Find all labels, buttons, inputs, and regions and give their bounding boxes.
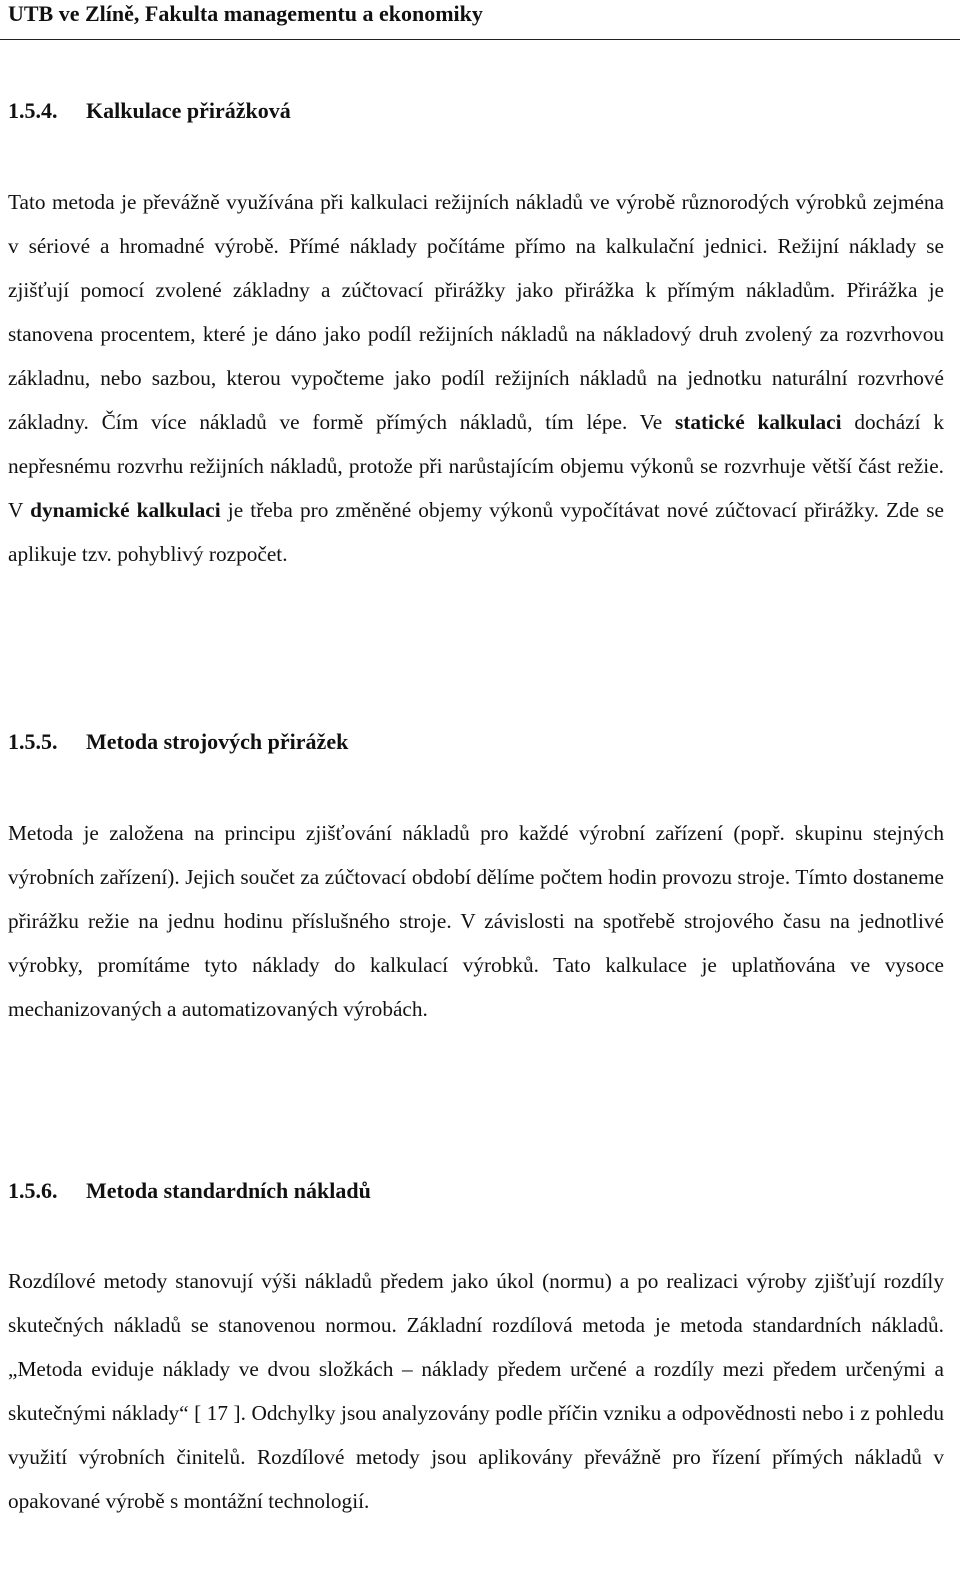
paragraph-text: Tato metoda je převážně využívána při kalkulaci režijních nákladů ve výrobě různorodých výrobků zejména v sériové a hromadné výrobě. Přímé náklady počítáme přímo na kalkulační jednici. Režijní náklady se zjišťují pomocí zvolené základny a zúčtovací přirážky jako přirážka k přímým nákladům. Přirážka je stanovena procentem, které je dáno jako podíl režijních nákladů na nákladový druh zvolený za rozvrhovou základnu, nebo sazbou, kterou vypočteme jako podíl režijních nákladů na jednotku naturální rozvrhové základny. Čím více nákladů ve formě přímých nákladů, tím lépe. Ve <box>8 190 944 434</box>
section-title: Metoda strojových přirážek <box>86 729 349 754</box>
section-heading-1-5-6 <box>8 1177 371 1205</box>
paragraph-text: dochází k nepřesnému rozvrhu režijních nákladů, protože při narůstajícím objemu výkonů se rozvrhuje větší část režie. V <box>8 410 944 522</box>
section-number: 1.5.4. <box>8 98 58 123</box>
section-heading-1-5-4 <box>8 97 291 125</box>
section-paragraph-1-5-6: Rozdílové metody stanovují výši nákladů předem jako úkol (normu) a po realizaci výroby zjišťují rozdíly skutečných nákladů se stanovenou normou. Základní rozdílová metoda je metoda standardních nákladů. „Metoda eviduje náklady ve dvou složkách – náklady předem určené a rozdíly mezi předem určenými a skutečnými náklady“ [ 17 ]. Odchylky jsou analyzovány podle příčin vzniku a odpovědnosti nebo i z pohledu využití výrobních činitelů. Rozdílové metody jsou aplikovány převážně pro řízení přímých nákladů v opakované výrobě s montážní technologií. <box>8 1269 944 1513</box>
header-divider <box>0 39 960 40</box>
bold-term-static-costing: statické kalkulaci <box>674 410 842 434</box>
section-number: 1.5.6. <box>8 1178 58 1203</box>
section-paragraph-1-5-4 <box>8 180 944 576</box>
paragraph-text: je třeba pro změněné objemy výkonů vypočítávat nové zúčtovací přirážky. Zde se aplikuje tzv. pohyblivý rozpočet. <box>8 498 944 566</box>
running-header: UTB ve Zlíně, Fakulta managementu a ekonomiky <box>8 1 483 26</box>
section-number: 1.5.5. <box>8 729 58 754</box>
section-heading-1-5-5 <box>8 728 348 756</box>
section-title: Metoda standardních nákladů <box>86 1178 371 1203</box>
section-title: Kalkulace přirážková <box>86 98 291 123</box>
bold-term-dynamic-costing: dynamické kalkulaci <box>30 498 221 522</box>
section-paragraph-1-5-5: Metoda je založena na principu zjišťování nákladů pro každé výrobní zařízení (popř. skupinu stejných výrobních zařízení). Jejich součet za zúčtovací období dělíme počtem hodin provozu stroje. Tímto dostaneme přirážku režie na jednu hodinu příslušného stroje. V závislosti na spotřebě strojového času na jednotlivé výrobky, promítáme tyto náklady do kalkulací výrobků. Tato kalkulace je uplatňována ve vysoce mechanizovaných a automatizovaných výrobách. <box>8 821 944 1021</box>
